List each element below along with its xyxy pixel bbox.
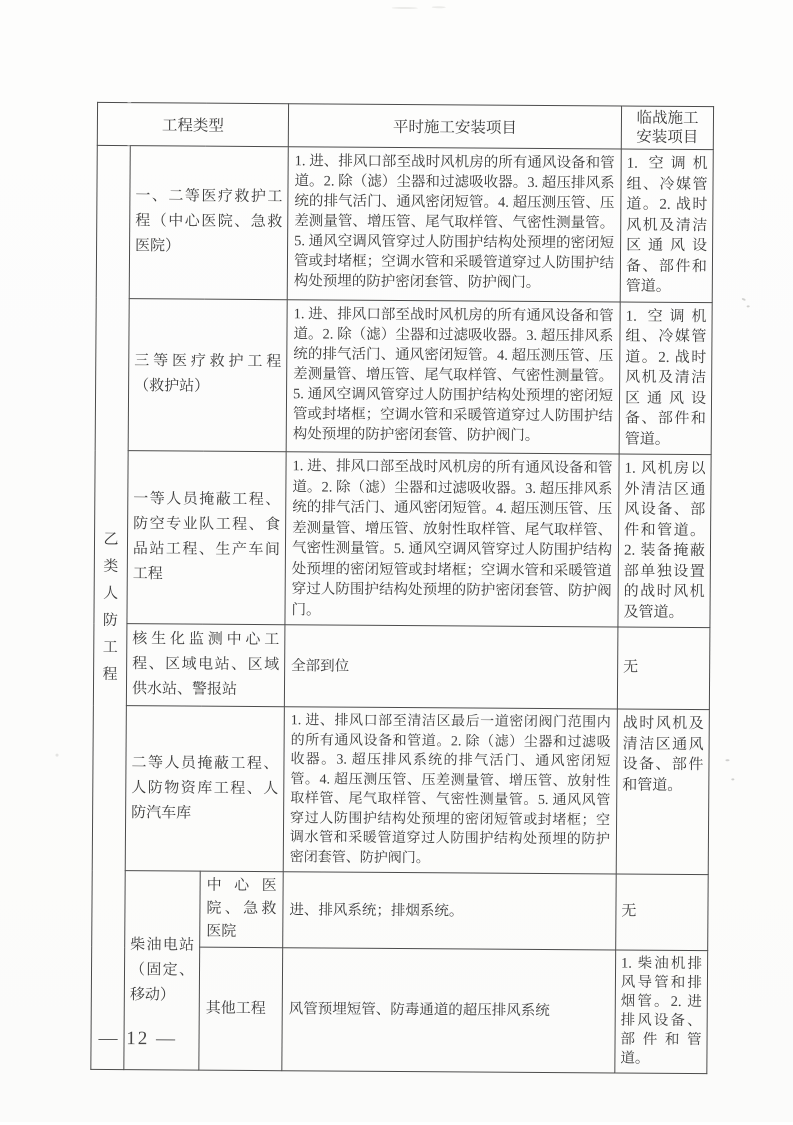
project-type-cell: 二等人员掩蔽工程、人防物资库工程、人防汽车库 <box>125 706 284 872</box>
scan-artifact <box>741 298 745 302</box>
peacetime-cell: 1. 进、排风口部至战时风机房的所有通风设备和管道。2. 除（滤）尘器和过滤吸收器。3. 超压排风系统的排气活门、通风密闭短管。4. 超压测压管、压差测量管、增压管、放射性取样管、尾气取样管、气密性测量管。5. 通风空调风管穿过人防围护结构处预埋的密闭短管或封堵框；空调水管和采暖管道穿过人防围护结构处预埋的防护密闭套管、防护阀门。 <box>285 452 619 627</box>
prewar-cell: 1. 空调机组、冷媒管道。2. 战时风机及清洁区通风设备、部件和管道。 <box>620 149 713 302</box>
project-type-cell: 一等人员掩蔽工程、防空专业队工程、食品站工程、生产车间工程 <box>127 451 286 625</box>
prewar-cell: 1. 柴油机排风导管和排烟管。2. 进排风设备、部件和管道。 <box>615 950 708 1074</box>
table-row <box>95 298 712 455</box>
scan-artifact <box>432 6 446 8</box>
scan-artifact <box>747 305 750 307</box>
peacetime-cell: 1. 进、排风口部至清洁区最后一道密闭阀门范围内的所有通风设备和管道。2. 除（滤）尘器和过滤吸收器。3. 超压排风系统的排气活门、通风密闭短管。4. 超压测压管、压差测量管、增压管、放射性取样管、尾气取样管、气密性测量管。5. 通风风管穿过人防围护结构处预埋的密闭短管或封堵框；空调水管和采暖管道穿过人防围护结构处预埋的防护密闭套管、防护阀门。 <box>283 707 617 874</box>
table-row <box>92 705 709 874</box>
scan-artifact <box>725 759 729 761</box>
prewar-cell: 战时风机及清洁区通风设备、部件和管道。 <box>616 709 709 875</box>
header-prewar-items: 临战施工安装项目 <box>621 106 713 150</box>
peacetime-cell: 进、排风系统；排烟系统。 <box>283 872 617 950</box>
scan-artifact <box>56 754 59 757</box>
scan-artifact <box>731 778 734 780</box>
header-peacetime-items: 平时施工安装项目 <box>288 104 621 149</box>
table-row <box>93 623 710 709</box>
page-number: — 12 — <box>98 1027 178 1050</box>
project-type-cell: 核生化监测中心工程、区域电站、区域供水站、警报站 <box>126 624 285 707</box>
peacetime-cell: 1. 进、排风口部至战时风机房的所有通风设备和管道。2. 除（滤）尘器和过滤吸收器。3. 超压排风系统的排气活门、通风密闭短管。4. 超压测压管、压差测量管、增压管、尾气取样管、气密性测量管。5. 通风空调风管穿过人防围护结构处预埋的密闭短管或封堵框；空调水管和采暖管道穿过人防围护结构处预埋的防护密闭套管、防护阀门。 <box>286 299 620 454</box>
peacetime-cell: 风管预埋短管、防毒通道的超压排风系统 <box>282 948 616 1073</box>
project-type-cell: 三等医疗救护工程（救护站） <box>128 298 287 452</box>
prewar-cell: 无 <box>617 627 710 710</box>
peacetime-cell: 1. 进、排风口部至战时风机房的所有通风设备和管道。2. 除（滤）尘器和过滤吸收器。3. 超压排风系统的排气活门、通风密闭短管。4. 超压测压管、压差测量管、增压管、尾气取样管、气密性测量管。5. 通风空调风管穿过人防围护结构处预埋的密闭短管或封堵框；空调水管和采暖管道穿过人防围护结构处预埋的防护密闭套管、防护阀门。 <box>287 147 621 302</box>
prewar-cell: 1. 风机房以外清洁区通风设备、部件和管道。2. 装备掩蔽部单独设置的战时风机及管道。 <box>618 454 711 628</box>
header-project-type: 工程类型 <box>97 102 288 146</box>
diesel-station-cell: 柴油电站（固定、移动） <box>124 871 200 1071</box>
table-row <box>96 145 713 302</box>
prewar-cell: 1. 空调机组、冷媒管道。2. 战时风机及清洁区通风设备、部件和管道。 <box>619 302 712 455</box>
diesel-sub-type-cell: 中心医院、急救医院 <box>200 871 284 948</box>
project-type-cell: 一、二等医疗救护工程（中心医院、急救医院） <box>129 146 288 300</box>
scan-artifact <box>392 7 418 9</box>
prewar-cell: 无 <box>616 874 709 951</box>
category-label: 乙类人防工程 <box>102 531 119 683</box>
diesel-sub-type-cell: 其他工程 <box>199 947 283 1071</box>
installation-items-table <box>90 102 714 1074</box>
table-row <box>92 870 709 950</box>
peacetime-cell: 全部到位 <box>284 625 618 709</box>
table-row <box>94 450 711 627</box>
table-header-row <box>97 102 713 149</box>
